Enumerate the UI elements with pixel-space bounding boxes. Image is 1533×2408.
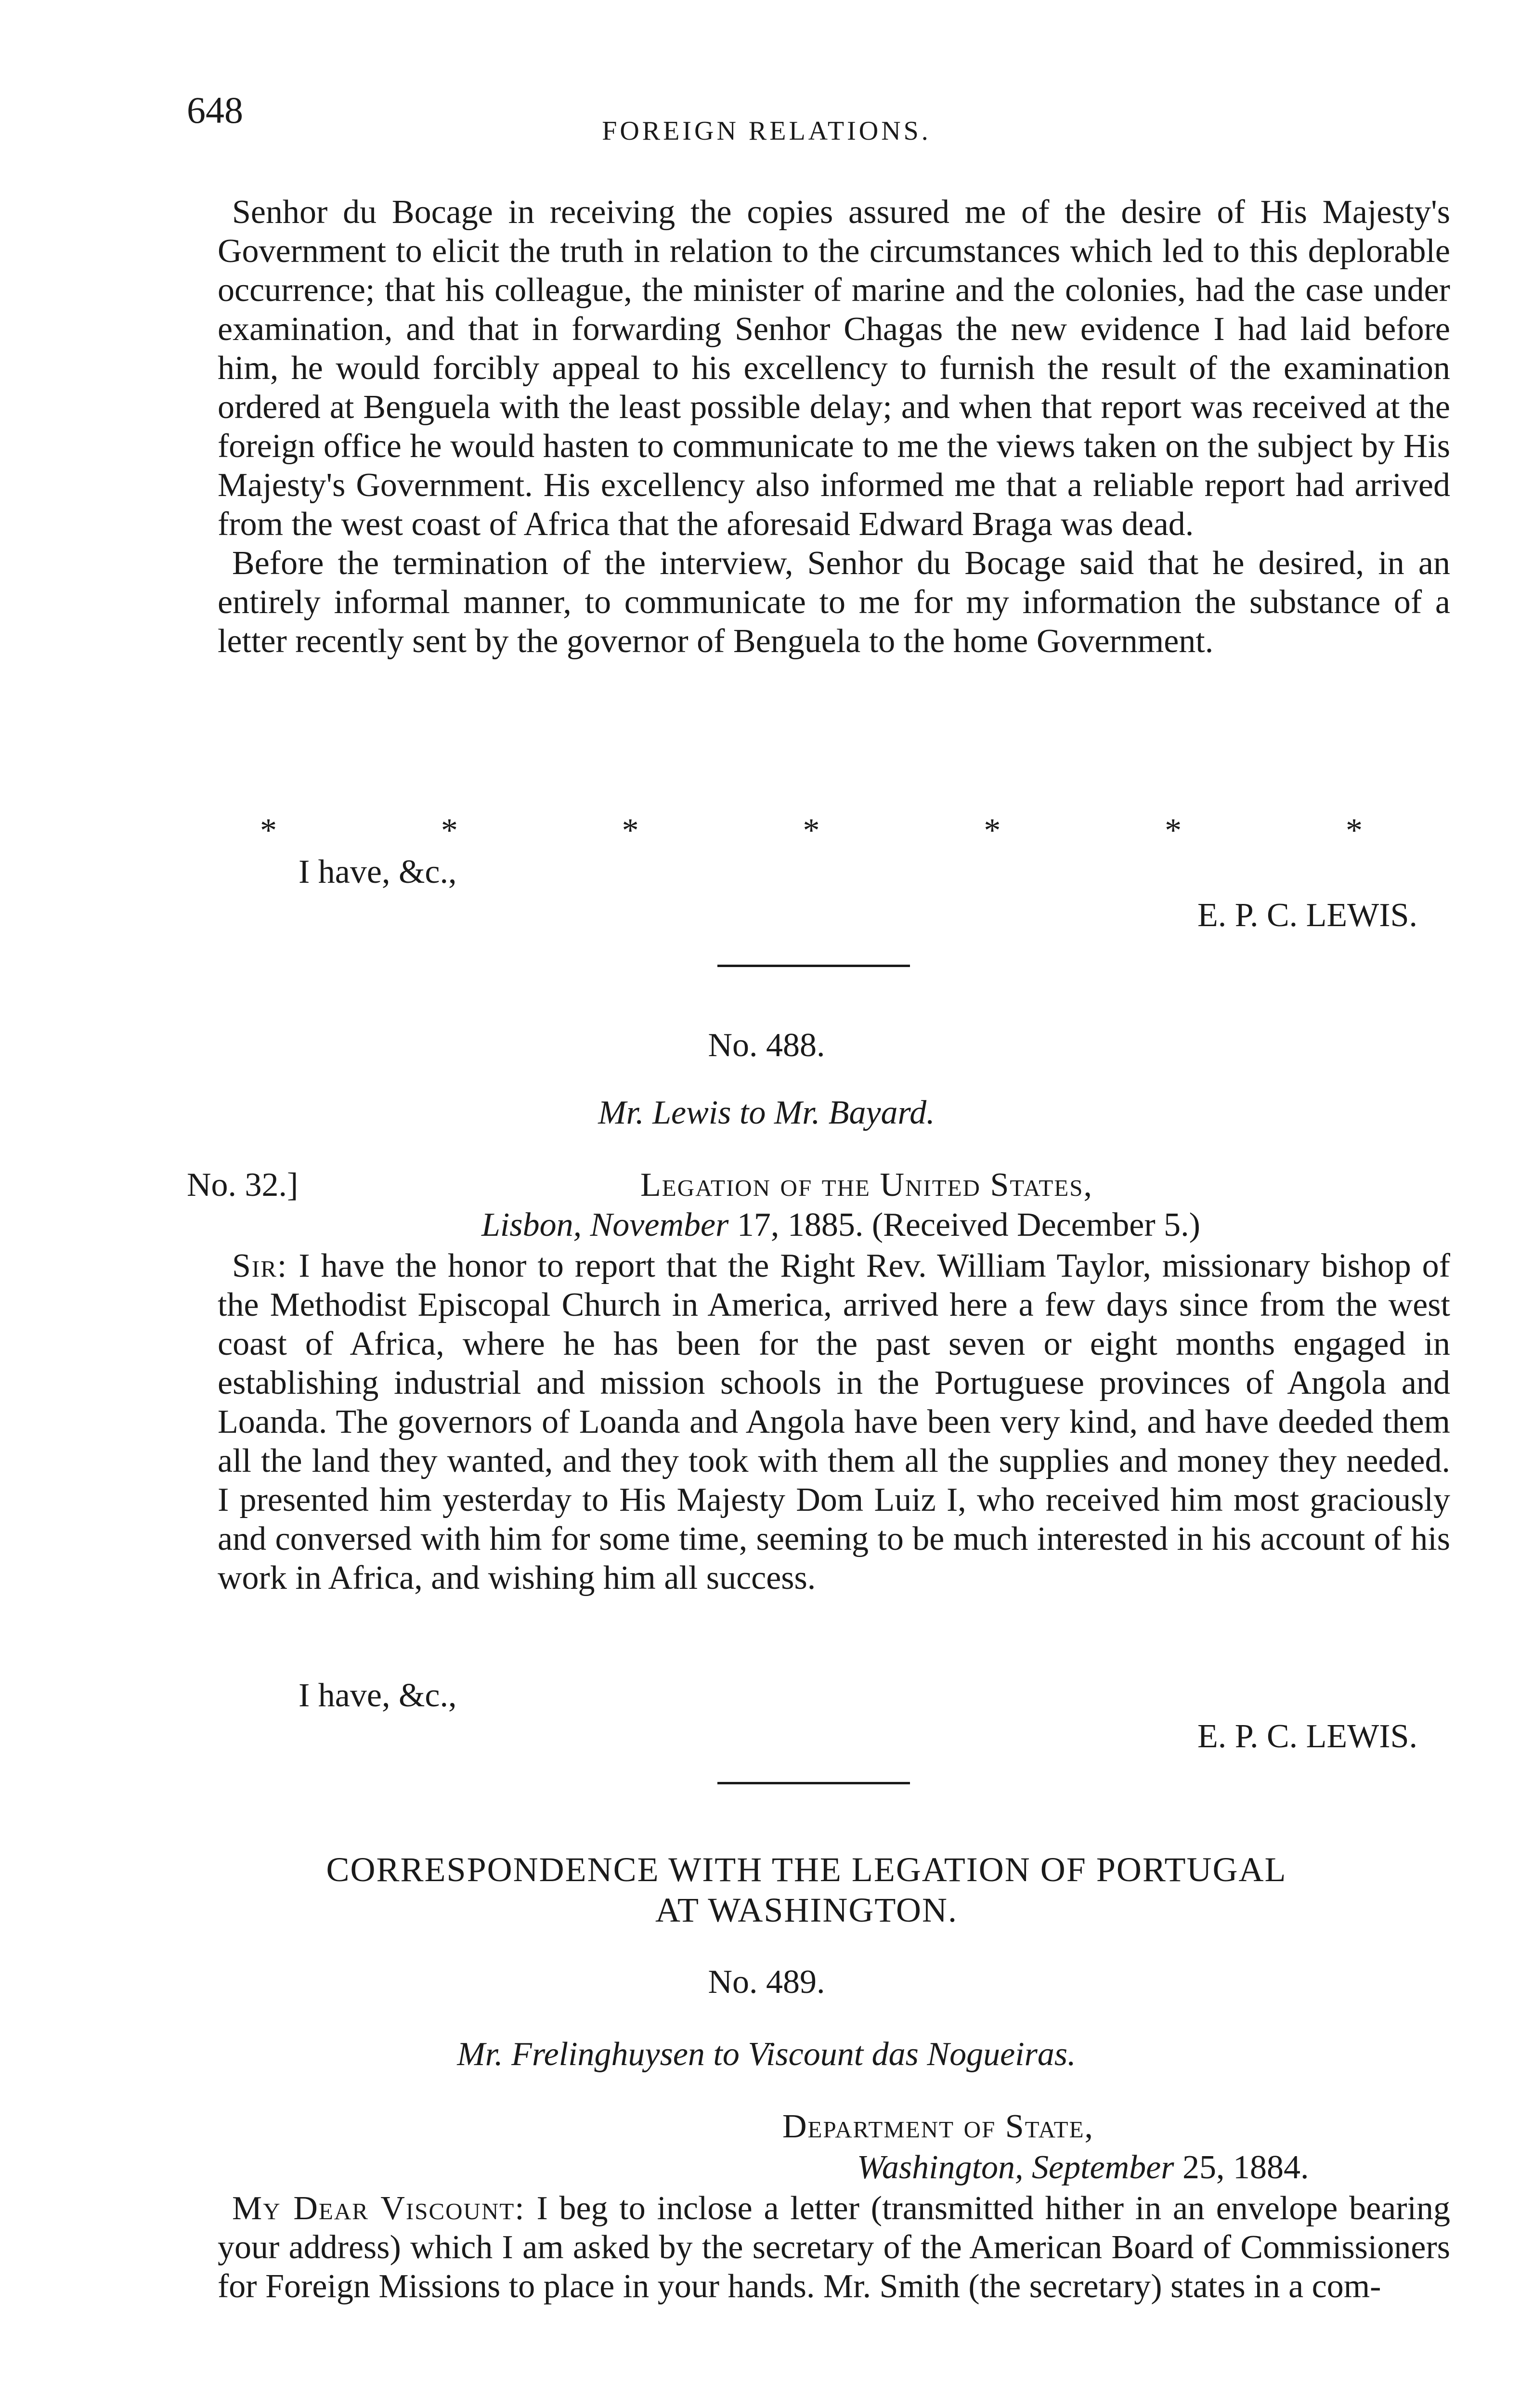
department-header: Department of State, bbox=[782, 2108, 1094, 2145]
doc-number-489: No. 489. bbox=[708, 1963, 825, 2001]
star: * bbox=[260, 812, 277, 849]
dateline-place: Washington, September bbox=[857, 2149, 1174, 2186]
doc-ref-488: No. 32.] bbox=[187, 1166, 299, 1204]
salutation: My Dear Viscount: bbox=[232, 2190, 525, 2227]
page-number: 648 bbox=[187, 89, 243, 131]
star: * bbox=[441, 812, 458, 849]
doc-title-488: Mr. Lewis to Mr. Bayard. bbox=[598, 1094, 935, 1131]
signature-1: E. P. C. LEWIS. bbox=[1197, 897, 1417, 934]
letter-paragraph bbox=[218, 2189, 1450, 2306]
star: * bbox=[1165, 812, 1182, 849]
continuation-text bbox=[218, 193, 1450, 661]
letter-body-488 bbox=[218, 1246, 1450, 1597]
legation-header: Legation of the United States, bbox=[640, 1166, 1093, 1204]
star: * bbox=[803, 812, 820, 849]
section-heading-line-1: CORRESPONDENCE WITH THE LEGATION OF PORTUGAL bbox=[326, 1850, 1287, 1889]
ellipsis-stars bbox=[260, 814, 1363, 848]
paragraph-continuation-1: Senhor du Bocage in receiving the copies assured me of the desire of His Majesty's Government to elicit the truth in relation to the circumstances which led to this deplorable occurrence; that his colleague, the minister of marine and the colonies, had the case under examination, and that in forwarding Senhor Chagas the new evidence I had laid before him, he would forcibly appeal to his excellency to furnish the result of the examination ordered at Benguela with the least possible delay; and when that report was received at the foreign office he would hasten to communicate to me the views taken on the subject by His Majesty's Government. His excellency also informed me that a reliable report had arrived from the west coast of Africa that the aforesaid Edward Braga was dead. bbox=[218, 194, 1450, 543]
dateline-488 bbox=[481, 1205, 1200, 1244]
closing-1: I have, &c., bbox=[299, 853, 457, 890]
body-text: I beg to inclose a letter (transmitted hither in an envelope bearing your address) which I am asked by the secretary of the American Board of Commissioners for Foreign Missions to place in your hands. Mr. Smith (the secretary) states in a com- bbox=[218, 2190, 1451, 2305]
dateline-date: 17, 1885. (Received December 5.) bbox=[737, 1206, 1200, 1243]
dateline-place: Lisbon, November bbox=[481, 1206, 729, 1243]
dateline-date: 25, 1884. bbox=[1182, 2149, 1309, 2186]
dateline-489 bbox=[857, 2148, 1309, 2187]
divider-rule bbox=[717, 1782, 910, 1784]
star: * bbox=[984, 812, 1001, 849]
closing-2: I have, &c., bbox=[299, 1677, 457, 1714]
running-head: FOREIGN RELATIONS. bbox=[602, 116, 931, 146]
star: * bbox=[1345, 812, 1363, 849]
doc-title-489: Mr. Frelinghuysen to Viscount das Nogueiras. bbox=[457, 2036, 1076, 2073]
letter-body-489 bbox=[218, 2189, 1450, 2306]
star: * bbox=[622, 812, 639, 849]
divider-rule bbox=[717, 965, 910, 967]
section-heading-line-2: AT WASHINGTON. bbox=[655, 1891, 958, 1929]
body-text: I have the honor to report that the Right Rev. William Taylor, missionary bishop of the Methodist Episcopal Church in America, arrived here a few days since from the west coast of Africa, where he has been for the past seven or eight months engaged in establishing industrial and mission schools in the Portuguese provinces of Angola and Loanda. The governors of Loanda and Angola have been very kind, and have deeded them all the land they wanted, and they took with them all the supplies and money they needed. I presented him yesterday to His Majesty Dom Luiz I, who received him most graciously and conversed with him for some time, seeming to be much interested in his account of his work in Africa, and wishing him all success. bbox=[218, 1247, 1450, 1597]
section-heading bbox=[159, 1849, 1454, 1930]
paragraph-continuation-2: Before the termination of the interview, Senhor du Bocage said that he desired, in an entirely informal manner, to communicate to me for my information the substance of a letter recently sent by the governor of Benguela to the home Government. bbox=[218, 545, 1450, 660]
salutation: Sir: bbox=[232, 1247, 288, 1284]
letter-paragraph bbox=[218, 1246, 1450, 1597]
doc-number-488: No. 488. bbox=[708, 1027, 825, 1064]
signature-2: E. P. C. LEWIS. bbox=[1197, 1718, 1417, 1755]
